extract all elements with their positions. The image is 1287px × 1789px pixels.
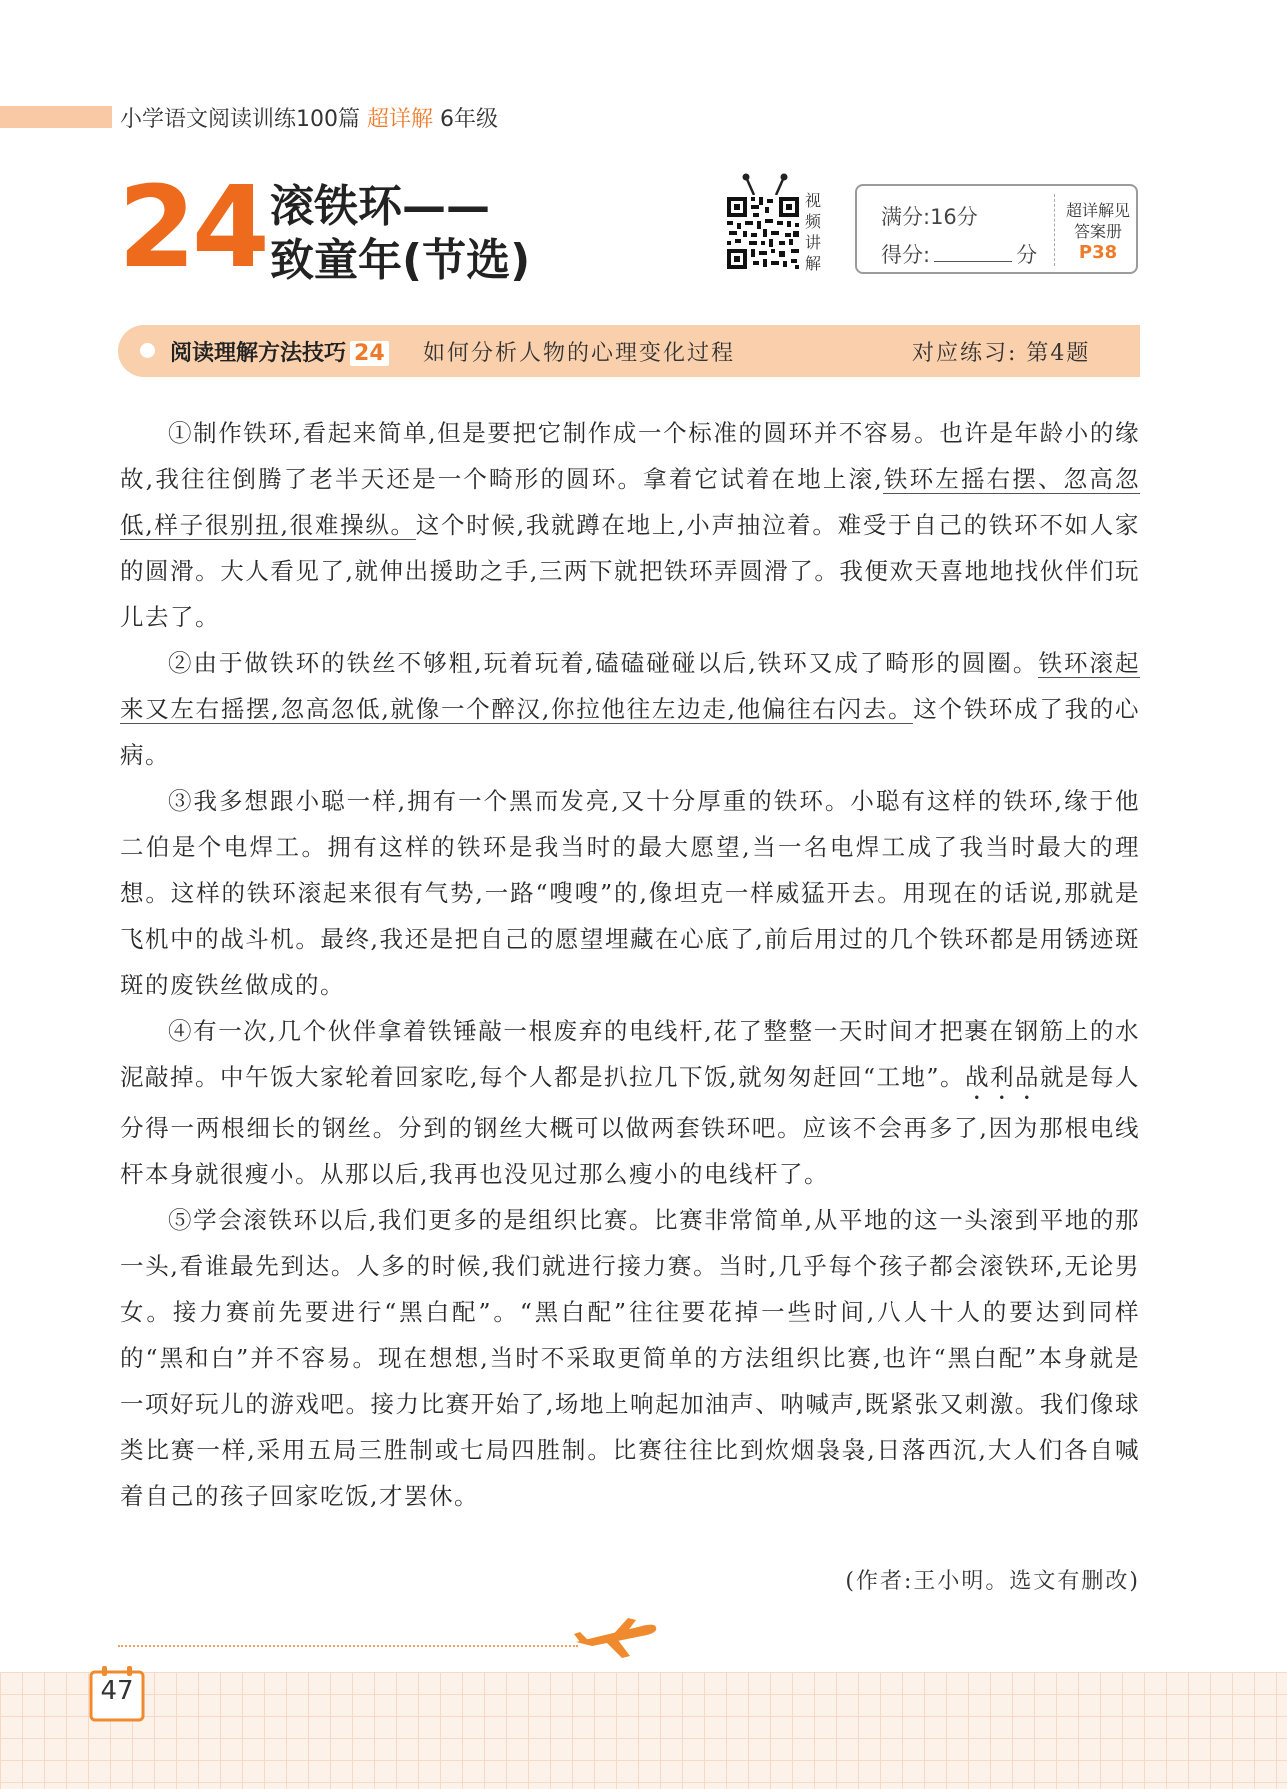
paragraph-4 xyxy=(120,1008,1140,1197)
lesson-number: 24 xyxy=(118,163,266,293)
header-accent-bar xyxy=(0,106,112,128)
airplane-icon xyxy=(572,1612,662,1662)
video-caption xyxy=(805,190,827,274)
got-score-unit: 分 xyxy=(1016,243,1038,267)
p4-text-b: 就是每人分得一两根细长的钢丝。分到的钢丝大概可以做两套铁环吧。应该不会再多了,因为那根电线杆本身就很瘦小。从那以后,我再也没见过那么瘦小的电线杆了。 xyxy=(120,1063,1141,1188)
answer-reference xyxy=(1059,200,1137,263)
paragraph-3: ③我多想跟小聪一样,拥有一个黑而发亮,又十分厚重的铁环。小聪有这样的铁环,缘于他二伯是个电焊工。拥有这样的铁环是我当时的最大愿望,当一名电焊工成了我当时最大的理想。这样的铁环滚起来很有气势,一路“嗖嗖”的,像坦克一样威猛开去。用现在的话说,那就是飞机中的战斗机。最终,我还是把自己的愿望埋藏在心底了,前后用过的几个铁环都是用锈迹斑斑的废铁丝做成的。 xyxy=(120,787,1140,999)
banner-title xyxy=(170,336,389,367)
paragraph-2 xyxy=(120,640,1140,778)
answer-ref-line2: 答案册 xyxy=(1073,222,1122,241)
paragraph-5: ⑤学会滚铁环以后,我们更多的是组织比赛。比赛非常简单,从平地的这一头滚到平地的那一头,看谁最先到达。人多的时候,我们就进行接力赛。当时,几乎每个孩子都会滚铁环,无论男女。接力赛前先要进行“黑白配”。“黑白配”往往要花掉一些时间,八人十人的要达到同样的“黑和白”并不容易。现在想想,当时不采取更简单的方法组织比赛,也许“黑白配”本身就是一项好玩儿的游戏吧。接力比赛开始了,场地上响起加油声、呐喊声,既紧张又刺激。我们像球类比赛一样,采用五局三胜制或七局四胜制。比赛往往比到炊烟袅袅,日落西沉,大人们各自喊着自己的孩子回家吃饭,才罢休。 xyxy=(120,1206,1140,1510)
score-divider xyxy=(1054,194,1055,266)
qr-code-icon[interactable] xyxy=(725,195,801,271)
caption-char: 视 xyxy=(805,191,822,210)
banner-practice: 对应练习: 第4题 xyxy=(912,341,1091,366)
p2-text-b: 这个铁环成了我的心病。 xyxy=(120,695,1141,769)
caption-char: 讲 xyxy=(805,233,822,252)
book-highlight: 超详解 xyxy=(367,107,434,132)
dotted-divider xyxy=(118,1645,578,1647)
p4-dotted-word: 战利品 xyxy=(965,1063,1041,1091)
got-score-label: 得分: xyxy=(881,243,931,267)
author-note: (作者:王小明。选文有删改) xyxy=(845,1569,1140,1594)
banner-title-text: 阅读理解方法技巧 xyxy=(170,341,347,366)
lesson-title-line1: 滚铁环—— xyxy=(270,181,490,232)
p2-underlined: 铁环滚起来又左右摇摆,忽高忽低,就像一个醉汉,你拉他往左边走,他偏往右闪去。 xyxy=(120,649,1140,723)
book-series: 小学语文阅读训练100篇 xyxy=(120,107,360,132)
p1-text-b: 这个时候,我就蹲在地上,小声抽泣着。难受于自己的铁环不如人家的圆滑。大人看见了,就伸出援助之手,三两下就把铁环弄圆滑了。我便欢天喜地地找伙伴们玩儿去了。 xyxy=(120,511,1140,631)
full-score: 满分:16分 xyxy=(881,205,978,229)
caption-char: 解 xyxy=(805,254,822,273)
p4-text-a: ④有一次,几个伙伴拿着铁锤敲一根废弃的电线杆,花了整整一天时间才把裹在钢筋上的水泥敲掉。中午饭大家轮着回家吃,每个人都是扒拉几下饭,就匆匆赶回“工地”。 xyxy=(120,1017,1140,1091)
bullet-dot-icon xyxy=(140,343,155,358)
book-header xyxy=(120,102,498,133)
banner-number: 24 xyxy=(350,341,389,366)
paragraph-1 xyxy=(120,410,1140,640)
book-grade: 6年级 xyxy=(440,107,499,132)
got-score-row xyxy=(881,236,1037,274)
lesson-title-line2: 致童年(节选) xyxy=(270,235,531,286)
score-blank[interactable] xyxy=(934,243,1012,262)
caption-char: 频 xyxy=(805,212,822,231)
answer-page: P38 xyxy=(1078,242,1118,263)
footer-grid-background xyxy=(0,1672,1287,1789)
lesson-title xyxy=(270,180,530,288)
method-banner xyxy=(118,325,1140,377)
score-left xyxy=(881,198,1037,274)
page-number: 47 xyxy=(100,1676,134,1706)
answer-ref-line1: 超详解见 xyxy=(1065,201,1130,220)
tv-antenna-icon xyxy=(740,173,790,197)
p2-text-a: ②由于做铁环的铁丝不够粗,玩着玩着,磕磕碰碰以后,铁环又成了畸形的圆圈。 xyxy=(168,649,1039,677)
score-box xyxy=(855,184,1138,274)
banner-method: 如何分析人物的心理变化过程 xyxy=(423,341,736,366)
p1-underlined: 铁环左摇右摆、忽高忽低,样子很别扭,很难操纵。 xyxy=(120,465,1140,539)
article-body xyxy=(120,410,1140,1519)
p1-text-a: ①制作铁环,看起来简单,但是要把它制作成一个标准的圆环并不容易。也许是年龄小的缘故,我往往倒腾了老半天还是一个畸形的圆环。拿着它试着在地上滚, xyxy=(120,419,1140,493)
